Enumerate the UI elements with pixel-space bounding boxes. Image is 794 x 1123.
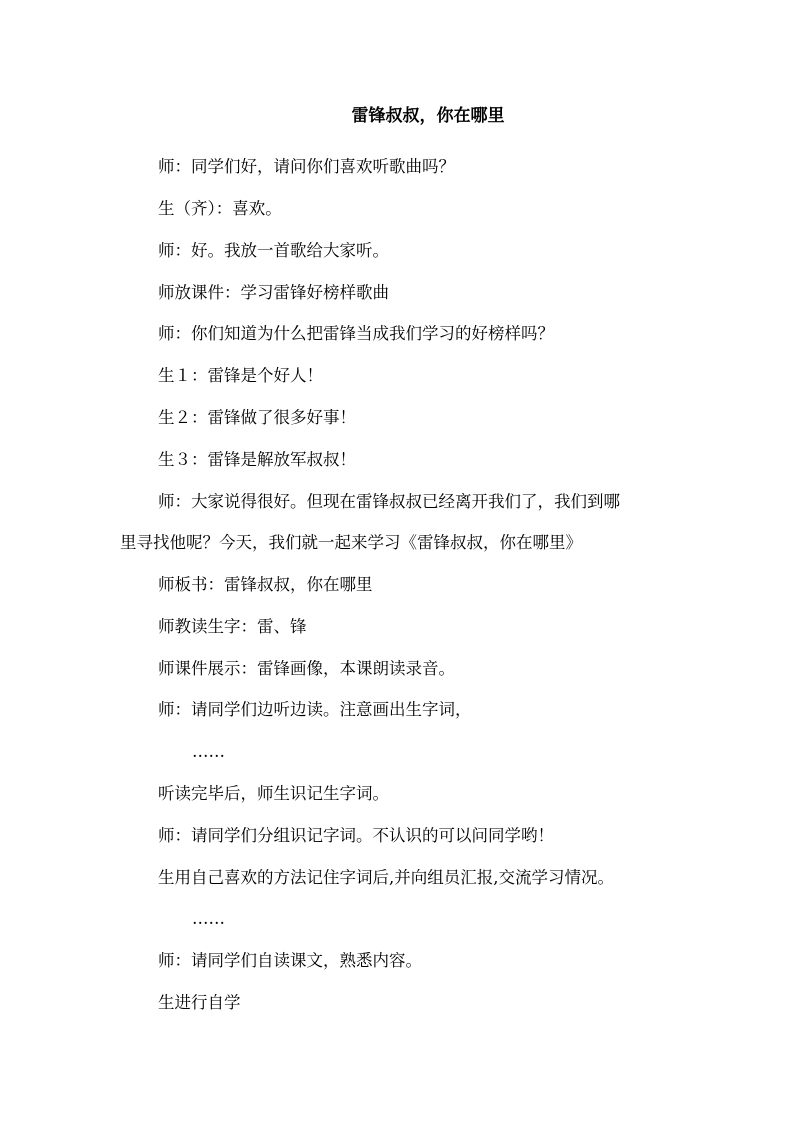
ellipsis-1: …… (192, 742, 225, 761)
paragraph-7: 生２：雷锋做了很多好事！ (158, 408, 356, 427)
paragraph-1: 师：同学们好，请问你们喜欢听歌曲吗？ (158, 157, 455, 176)
paragraph-9: 师：大家说得很好。但现在雷锋叔叔已经离开我们了，我们到哪 (158, 492, 620, 511)
paragraph-2: 生（齐）：喜欢。 (158, 199, 282, 218)
paragraph-6: 生１：雷锋是个好人！ (158, 366, 323, 385)
paragraph-18: 生进行自学 (158, 993, 241, 1012)
paragraph-12: 师课件展示：雷锋画像，本课朗读录音。 (158, 659, 455, 678)
paragraph-11: 师教读生字：雷、锋 (158, 617, 307, 636)
paragraph-4: 师放课件：学习雷锋好榜样歌曲 (158, 283, 389, 302)
paragraph-3: 师：好。我放一首歌给大家听。 (158, 241, 389, 260)
paragraph-5: 师：你们知道为什么把雷锋当成我们学习的好榜样吗？ (158, 324, 554, 343)
ellipsis-2: …… (192, 909, 225, 928)
paragraph-8: 生３：雷锋是解放军叔叔！ (158, 450, 356, 469)
paragraph-15: 师：请同学们分组识记字词。不认识的可以问同学哟！ (158, 826, 554, 845)
paragraph-13: 师：请同学们边听边读。注意画出生字词， (158, 700, 472, 719)
paragraph-17: 师：请同学们自读课文，熟悉内容。 (158, 951, 422, 970)
paragraph-10: 师板书：雷锋叔叔，你在哪里 (158, 575, 373, 594)
paragraph-9-continued: 里寻找他呢？今天，我们就一起来学习《雷锋叔叔，你在哪里》 (120, 533, 582, 552)
document-title: 雷锋叔叔，你在哪里 (351, 106, 505, 126)
paragraph-14: 听读完毕后，师生识记生字词。 (158, 784, 389, 803)
paragraph-16: 生用自己喜欢的方法记住字词后,并向组员汇报,交流学习情况。 (158, 868, 614, 887)
